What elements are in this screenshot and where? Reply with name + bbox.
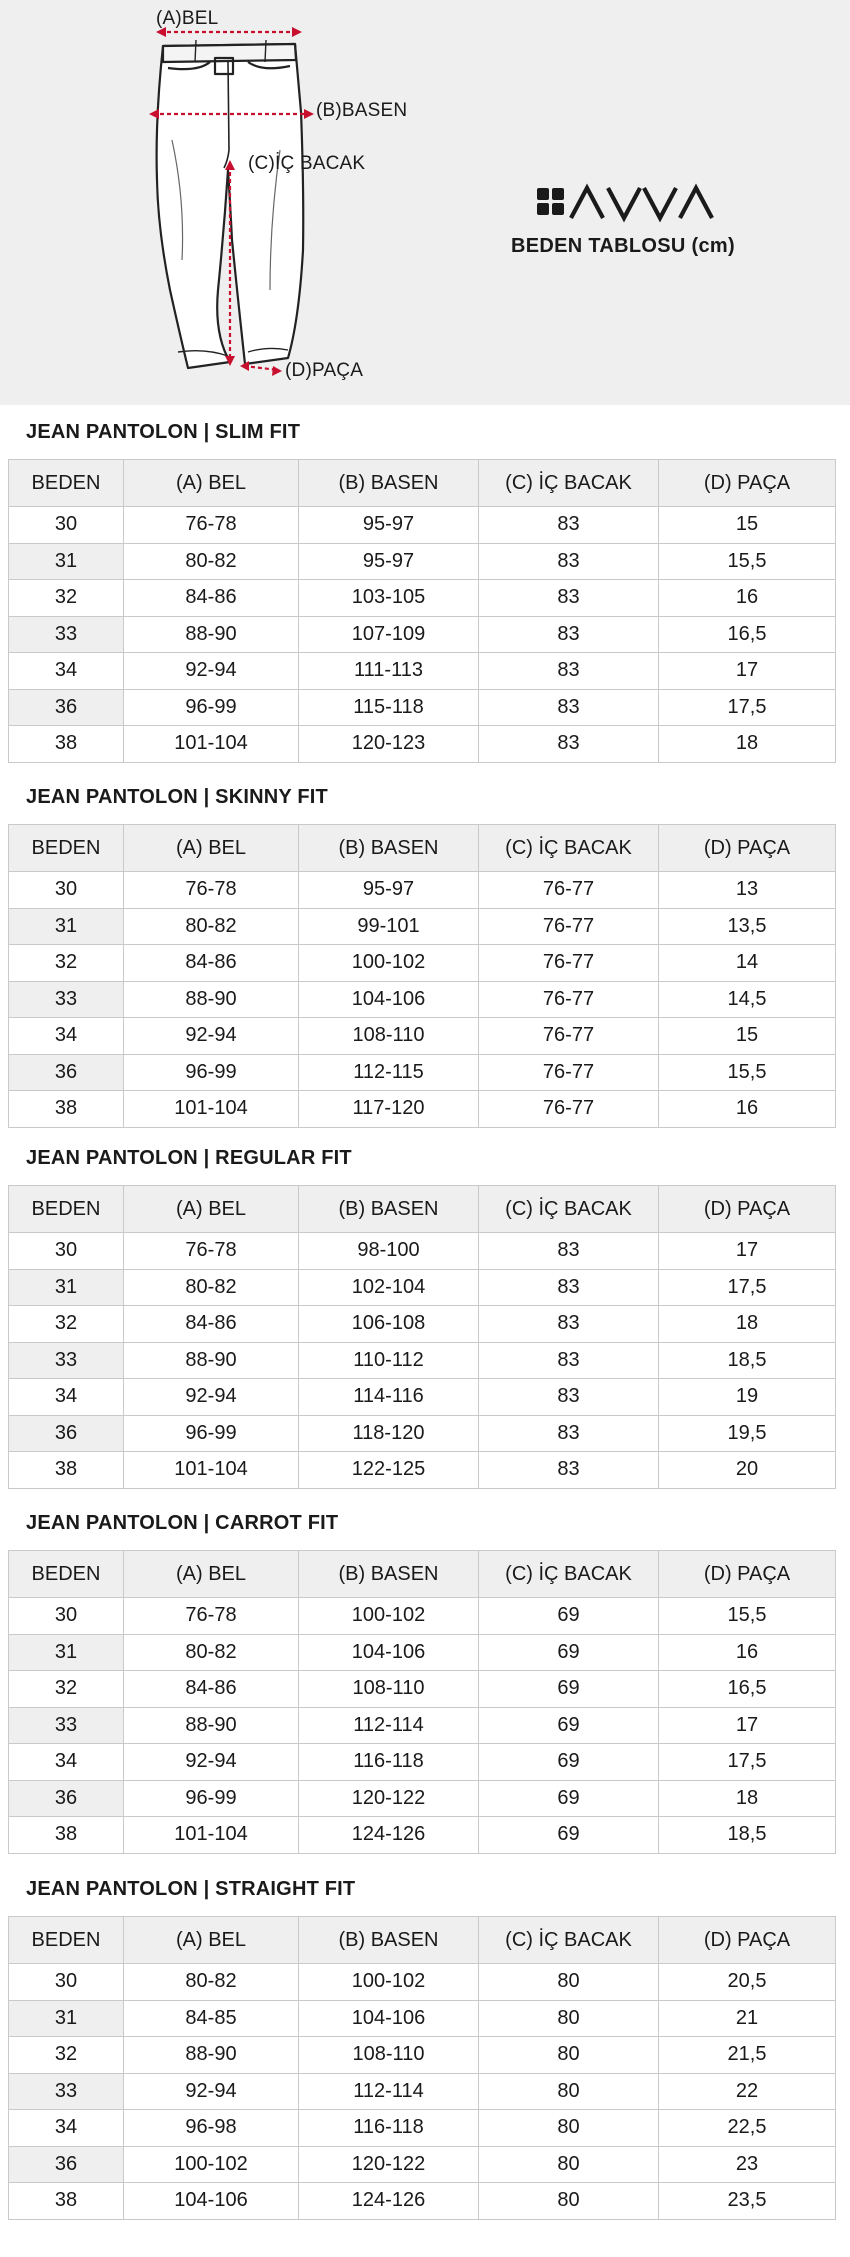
table-row bbox=[9, 653, 836, 690]
measure-cell: 13 bbox=[659, 872, 836, 909]
measure-cell: 17 bbox=[659, 1707, 836, 1744]
size-cell: 31 bbox=[9, 908, 124, 945]
measure-cell: 83 bbox=[479, 543, 659, 580]
measure-cell: 88-90 bbox=[124, 2037, 299, 2074]
column-header: BEDEN bbox=[9, 825, 124, 872]
measure-cell: 100-102 bbox=[299, 945, 479, 982]
measure-cell: 76-78 bbox=[124, 507, 299, 544]
measure-cell: 104-106 bbox=[124, 2183, 299, 2220]
size-cell: 32 bbox=[9, 2037, 124, 2074]
measure-cell: 76-78 bbox=[124, 1598, 299, 1635]
table-header-row bbox=[9, 460, 836, 507]
measure-cell: 100-102 bbox=[124, 2146, 299, 2183]
measure-cell: 80-82 bbox=[124, 1964, 299, 2001]
measure-cell: 80-82 bbox=[124, 1634, 299, 1671]
size-cell: 33 bbox=[9, 1707, 124, 1744]
column-header: BEDEN bbox=[9, 1551, 124, 1598]
measure-cell: 98-100 bbox=[299, 1233, 479, 1270]
measure-cell: 80 bbox=[479, 2073, 659, 2110]
measure-cell: 23 bbox=[659, 2146, 836, 2183]
measure-cell: 101-104 bbox=[124, 1817, 299, 1854]
measure-cell: 80 bbox=[479, 2037, 659, 2074]
measure-cell: 100-102 bbox=[299, 1964, 479, 2001]
table-row bbox=[9, 1452, 836, 1489]
size-cell: 32 bbox=[9, 1306, 124, 1343]
measure-cell: 114-116 bbox=[299, 1379, 479, 1416]
column-header: (D) PAÇA bbox=[659, 1186, 836, 1233]
measure-cell: 124-126 bbox=[299, 2183, 479, 2220]
column-header: (D) PAÇA bbox=[659, 1917, 836, 1964]
table-row bbox=[9, 580, 836, 617]
measure-cell: 83 bbox=[479, 653, 659, 690]
measure-cell: 115-118 bbox=[299, 689, 479, 726]
size-table bbox=[8, 1185, 836, 1489]
measure-cell: 92-94 bbox=[124, 1018, 299, 1055]
table-header-row bbox=[9, 1917, 836, 1964]
measure-cell: 112-114 bbox=[299, 1707, 479, 1744]
table-title: JEAN PANTOLON | STRAIGHT FIT bbox=[26, 1878, 356, 1900]
measure-cell: 106-108 bbox=[299, 1306, 479, 1343]
size-cell: 34 bbox=[9, 2110, 124, 2147]
measure-cell: 15,5 bbox=[659, 1054, 836, 1091]
size-cell: 30 bbox=[9, 872, 124, 909]
label-paca: (D)PAÇA bbox=[285, 360, 364, 381]
column-header: (D) PAÇA bbox=[659, 460, 836, 507]
measure-cell: 83 bbox=[479, 1342, 659, 1379]
table-row bbox=[9, 1269, 836, 1306]
avva-logo bbox=[511, 183, 751, 223]
measure-cell: 19,5 bbox=[659, 1415, 836, 1452]
measure-cell: 88-90 bbox=[124, 1707, 299, 1744]
column-header: (A) BEL bbox=[124, 460, 299, 507]
size-cell: 31 bbox=[9, 2000, 124, 2037]
column-header: (C) İÇ BACAK bbox=[479, 1551, 659, 1598]
measure-cell: 110-112 bbox=[299, 1342, 479, 1379]
measure-cell: 88-90 bbox=[124, 981, 299, 1018]
measure-cell: 16 bbox=[659, 1091, 836, 1128]
measure-cell: 88-90 bbox=[124, 616, 299, 653]
measure-cell: 83 bbox=[479, 507, 659, 544]
table-row bbox=[9, 2110, 836, 2147]
measure-cell: 14,5 bbox=[659, 981, 836, 1018]
table-title: JEAN PANTOLON | SKINNY FIT bbox=[26, 786, 328, 808]
measure-cell: 16 bbox=[659, 580, 836, 617]
measure-cell: 69 bbox=[479, 1634, 659, 1671]
measure-cell: 76-77 bbox=[479, 908, 659, 945]
measure-cell: 76-78 bbox=[124, 872, 299, 909]
measure-cell: 80 bbox=[479, 2146, 659, 2183]
table-row bbox=[9, 1671, 836, 1708]
measure-cell: 117-120 bbox=[299, 1091, 479, 1128]
size-cell: 30 bbox=[9, 1964, 124, 2001]
size-cell: 36 bbox=[9, 2146, 124, 2183]
size-cell: 33 bbox=[9, 616, 124, 653]
size-table bbox=[8, 1916, 836, 2220]
size-cell: 38 bbox=[9, 1817, 124, 1854]
size-cell: 38 bbox=[9, 2183, 124, 2220]
table-row bbox=[9, 2073, 836, 2110]
measure-cell: 18 bbox=[659, 1306, 836, 1343]
size-cell: 36 bbox=[9, 1054, 124, 1091]
column-header: (B) BASEN bbox=[299, 460, 479, 507]
measure-cell: 80-82 bbox=[124, 908, 299, 945]
measure-cell: 83 bbox=[479, 580, 659, 617]
column-header: (B) BASEN bbox=[299, 1917, 479, 1964]
table-row bbox=[9, 1744, 836, 1781]
size-cell: 31 bbox=[9, 1634, 124, 1671]
measure-cell: 16,5 bbox=[659, 616, 836, 653]
label-ic-bacak: (C)İÇ BACAK bbox=[248, 153, 366, 174]
size-cell: 32 bbox=[9, 1671, 124, 1708]
measure-cell: 15,5 bbox=[659, 1598, 836, 1635]
measure-cell: 122-125 bbox=[299, 1452, 479, 1489]
measure-cell: 18,5 bbox=[659, 1342, 836, 1379]
measure-cell: 80-82 bbox=[124, 1269, 299, 1306]
column-header: BEDEN bbox=[9, 1917, 124, 1964]
table-row bbox=[9, 1342, 836, 1379]
jeans-measurement-diagram bbox=[0, 0, 460, 405]
measure-cell: 124-126 bbox=[299, 1817, 479, 1854]
measure-cell: 83 bbox=[479, 1306, 659, 1343]
measure-cell: 17,5 bbox=[659, 689, 836, 726]
measure-cell: 76-77 bbox=[479, 872, 659, 909]
measure-cell: 83 bbox=[479, 689, 659, 726]
measure-cell: 22,5 bbox=[659, 2110, 836, 2147]
table-row bbox=[9, 2000, 836, 2037]
size-cell: 33 bbox=[9, 981, 124, 1018]
table-header-row bbox=[9, 1186, 836, 1233]
measure-cell: 101-104 bbox=[124, 1452, 299, 1489]
measure-cell: 80 bbox=[479, 2000, 659, 2037]
column-header: (C) İÇ BACAK bbox=[479, 1917, 659, 1964]
size-cell: 33 bbox=[9, 1342, 124, 1379]
measure-cell: 17 bbox=[659, 653, 836, 690]
measure-cell: 83 bbox=[479, 1269, 659, 1306]
size-cell: 30 bbox=[9, 1598, 124, 1635]
size-cell: 38 bbox=[9, 1091, 124, 1128]
measure-cell: 96-99 bbox=[124, 1054, 299, 1091]
column-header: (A) BEL bbox=[124, 1551, 299, 1598]
measure-cell: 108-110 bbox=[299, 1018, 479, 1055]
measure-cell: 104-106 bbox=[299, 981, 479, 1018]
measure-cell: 108-110 bbox=[299, 1671, 479, 1708]
measure-cell: 96-99 bbox=[124, 1780, 299, 1817]
table-row bbox=[9, 1379, 836, 1416]
size-cell: 34 bbox=[9, 1018, 124, 1055]
column-header: (A) BEL bbox=[124, 1917, 299, 1964]
measure-cell: 112-115 bbox=[299, 1054, 479, 1091]
measure-cell: 100-102 bbox=[299, 1598, 479, 1635]
column-header: (B) BASEN bbox=[299, 1551, 479, 1598]
table-row bbox=[9, 1054, 836, 1091]
column-header: (A) BEL bbox=[124, 1186, 299, 1233]
measure-cell: 84-86 bbox=[124, 1671, 299, 1708]
column-header: (C) İÇ BACAK bbox=[479, 1186, 659, 1233]
measure-cell: 18,5 bbox=[659, 1817, 836, 1854]
measure-cell: 69 bbox=[479, 1744, 659, 1781]
measure-cell: 76-77 bbox=[479, 1054, 659, 1091]
measure-cell: 120-122 bbox=[299, 1780, 479, 1817]
measure-cell: 76-77 bbox=[479, 1091, 659, 1128]
size-cell: 32 bbox=[9, 580, 124, 617]
measure-cell: 69 bbox=[479, 1707, 659, 1744]
measure-cell: 69 bbox=[479, 1598, 659, 1635]
label-basen: (B)BASEN bbox=[316, 100, 408, 121]
column-header: (C) İÇ BACAK bbox=[479, 825, 659, 872]
measure-cell: 23,5 bbox=[659, 2183, 836, 2220]
measure-cell: 69 bbox=[479, 1671, 659, 1708]
size-cell: 38 bbox=[9, 726, 124, 763]
measure-cell: 103-105 bbox=[299, 580, 479, 617]
measure-cell: 69 bbox=[479, 1780, 659, 1817]
measure-cell: 95-97 bbox=[299, 872, 479, 909]
column-header: (C) İÇ BACAK bbox=[479, 460, 659, 507]
measure-cell: 92-94 bbox=[124, 1744, 299, 1781]
measure-cell: 80 bbox=[479, 1964, 659, 2001]
measure-cell: 76-77 bbox=[479, 945, 659, 982]
measure-cell: 92-94 bbox=[124, 1379, 299, 1416]
measure-cell: 80 bbox=[479, 2183, 659, 2220]
column-header: BEDEN bbox=[9, 460, 124, 507]
table-row bbox=[9, 1780, 836, 1817]
table-row bbox=[9, 2037, 836, 2074]
measure-cell: 108-110 bbox=[299, 2037, 479, 2074]
measure-cell: 17 bbox=[659, 1233, 836, 1270]
size-chart-title: BEDEN TABLOSU (cm) bbox=[511, 235, 735, 257]
measure-cell: 15 bbox=[659, 507, 836, 544]
measure-cell: 118-120 bbox=[299, 1415, 479, 1452]
measure-cell: 16,5 bbox=[659, 1671, 836, 1708]
measure-cell: 83 bbox=[479, 1452, 659, 1489]
table-header-row bbox=[9, 825, 836, 872]
table-row bbox=[9, 1415, 836, 1452]
measure-cell: 21,5 bbox=[659, 2037, 836, 2074]
column-header: (A) BEL bbox=[124, 825, 299, 872]
measure-cell: 19 bbox=[659, 1379, 836, 1416]
measure-cell: 20 bbox=[659, 1452, 836, 1489]
measure-cell: 102-104 bbox=[299, 1269, 479, 1306]
table-row bbox=[9, 1707, 836, 1744]
column-header: (D) PAÇA bbox=[659, 1551, 836, 1598]
measure-cell: 120-122 bbox=[299, 2146, 479, 2183]
measure-cell: 76-78 bbox=[124, 1233, 299, 1270]
table-row bbox=[9, 1598, 836, 1635]
table-title: JEAN PANTOLON | REGULAR FIT bbox=[26, 1147, 352, 1169]
size-cell: 38 bbox=[9, 1452, 124, 1489]
measure-cell: 99-101 bbox=[299, 908, 479, 945]
table-row bbox=[9, 1018, 836, 1055]
size-cell: 34 bbox=[9, 1744, 124, 1781]
measure-cell: 92-94 bbox=[124, 2073, 299, 2110]
measure-cell: 107-109 bbox=[299, 616, 479, 653]
table-row bbox=[9, 2146, 836, 2183]
measure-cell: 104-106 bbox=[299, 1634, 479, 1671]
table-row bbox=[9, 689, 836, 726]
table-row bbox=[9, 1091, 836, 1128]
table-row bbox=[9, 543, 836, 580]
measure-cell: 84-86 bbox=[124, 945, 299, 982]
measure-cell: 76-77 bbox=[479, 981, 659, 1018]
measure-cell: 96-99 bbox=[124, 1415, 299, 1452]
table-row bbox=[9, 872, 836, 909]
size-table bbox=[8, 459, 836, 763]
measure-cell: 15,5 bbox=[659, 543, 836, 580]
measure-cell: 84-85 bbox=[124, 2000, 299, 2037]
table-row bbox=[9, 726, 836, 763]
measure-cell: 16 bbox=[659, 1634, 836, 1671]
measure-cell: 13,5 bbox=[659, 908, 836, 945]
table-row bbox=[9, 981, 836, 1018]
measure-cell: 18 bbox=[659, 726, 836, 763]
measure-cell: 96-99 bbox=[124, 689, 299, 726]
table-row bbox=[9, 945, 836, 982]
size-cell: 36 bbox=[9, 1780, 124, 1817]
measure-cell: 104-106 bbox=[299, 2000, 479, 2037]
size-cell: 30 bbox=[9, 1233, 124, 1270]
table-row bbox=[9, 1964, 836, 2001]
size-cell: 30 bbox=[9, 507, 124, 544]
table-row bbox=[9, 1634, 836, 1671]
size-cell: 32 bbox=[9, 945, 124, 982]
size-cell: 31 bbox=[9, 543, 124, 580]
measure-cell: 18 bbox=[659, 1780, 836, 1817]
measure-cell: 22 bbox=[659, 2073, 836, 2110]
measure-cell: 17,5 bbox=[659, 1269, 836, 1306]
measure-cell: 15 bbox=[659, 1018, 836, 1055]
table-row bbox=[9, 1817, 836, 1854]
measure-cell: 96-98 bbox=[124, 2110, 299, 2147]
table-title: JEAN PANTOLON | SLIM FIT bbox=[26, 421, 301, 443]
measure-cell: 21 bbox=[659, 2000, 836, 2037]
measure-cell: 101-104 bbox=[124, 726, 299, 763]
header-banner bbox=[0, 0, 850, 405]
measure-cell: 101-104 bbox=[124, 1091, 299, 1128]
measure-cell: 84-86 bbox=[124, 580, 299, 617]
measure-cell: 20,5 bbox=[659, 1964, 836, 2001]
measure-cell: 14 bbox=[659, 945, 836, 982]
measure-cell: 95-97 bbox=[299, 543, 479, 580]
table-row bbox=[9, 908, 836, 945]
size-cell: 33 bbox=[9, 2073, 124, 2110]
measure-cell: 116-118 bbox=[299, 2110, 479, 2147]
size-cell: 34 bbox=[9, 1379, 124, 1416]
measure-cell: 80 bbox=[479, 2110, 659, 2147]
size-table bbox=[8, 824, 836, 1128]
measure-cell: 92-94 bbox=[124, 653, 299, 690]
size-table bbox=[8, 1550, 836, 1854]
table-row bbox=[9, 1306, 836, 1343]
measure-cell: 111-113 bbox=[299, 653, 479, 690]
measure-cell: 120-123 bbox=[299, 726, 479, 763]
size-cell: 31 bbox=[9, 1269, 124, 1306]
measure-cell: 95-97 bbox=[299, 507, 479, 544]
measure-cell: 83 bbox=[479, 1415, 659, 1452]
measure-cell: 83 bbox=[479, 726, 659, 763]
measure-cell: 84-86 bbox=[124, 1306, 299, 1343]
size-cell: 36 bbox=[9, 689, 124, 726]
size-cell: 36 bbox=[9, 1415, 124, 1452]
label-bel: (A)BEL bbox=[156, 8, 219, 29]
measure-cell: 80-82 bbox=[124, 543, 299, 580]
measure-cell: 83 bbox=[479, 1379, 659, 1416]
measure-cell: 116-118 bbox=[299, 1744, 479, 1781]
measure-cell: 112-114 bbox=[299, 2073, 479, 2110]
column-header: (B) BASEN bbox=[299, 1186, 479, 1233]
measure-cell: 69 bbox=[479, 1817, 659, 1854]
table-row bbox=[9, 1233, 836, 1270]
size-cell: 34 bbox=[9, 653, 124, 690]
table-row bbox=[9, 616, 836, 653]
table-row bbox=[9, 2183, 836, 2220]
measure-cell: 76-77 bbox=[479, 1018, 659, 1055]
measure-cell: 17,5 bbox=[659, 1744, 836, 1781]
measure-cell: 88-90 bbox=[124, 1342, 299, 1379]
measure-cell: 83 bbox=[479, 1233, 659, 1270]
table-title: JEAN PANTOLON | CARROT FIT bbox=[26, 1512, 339, 1534]
column-header: BEDEN bbox=[9, 1186, 124, 1233]
column-header: (D) PAÇA bbox=[659, 825, 836, 872]
table-row bbox=[9, 507, 836, 544]
table-header-row bbox=[9, 1551, 836, 1598]
column-header: (B) BASEN bbox=[299, 825, 479, 872]
measure-cell: 83 bbox=[479, 616, 659, 653]
